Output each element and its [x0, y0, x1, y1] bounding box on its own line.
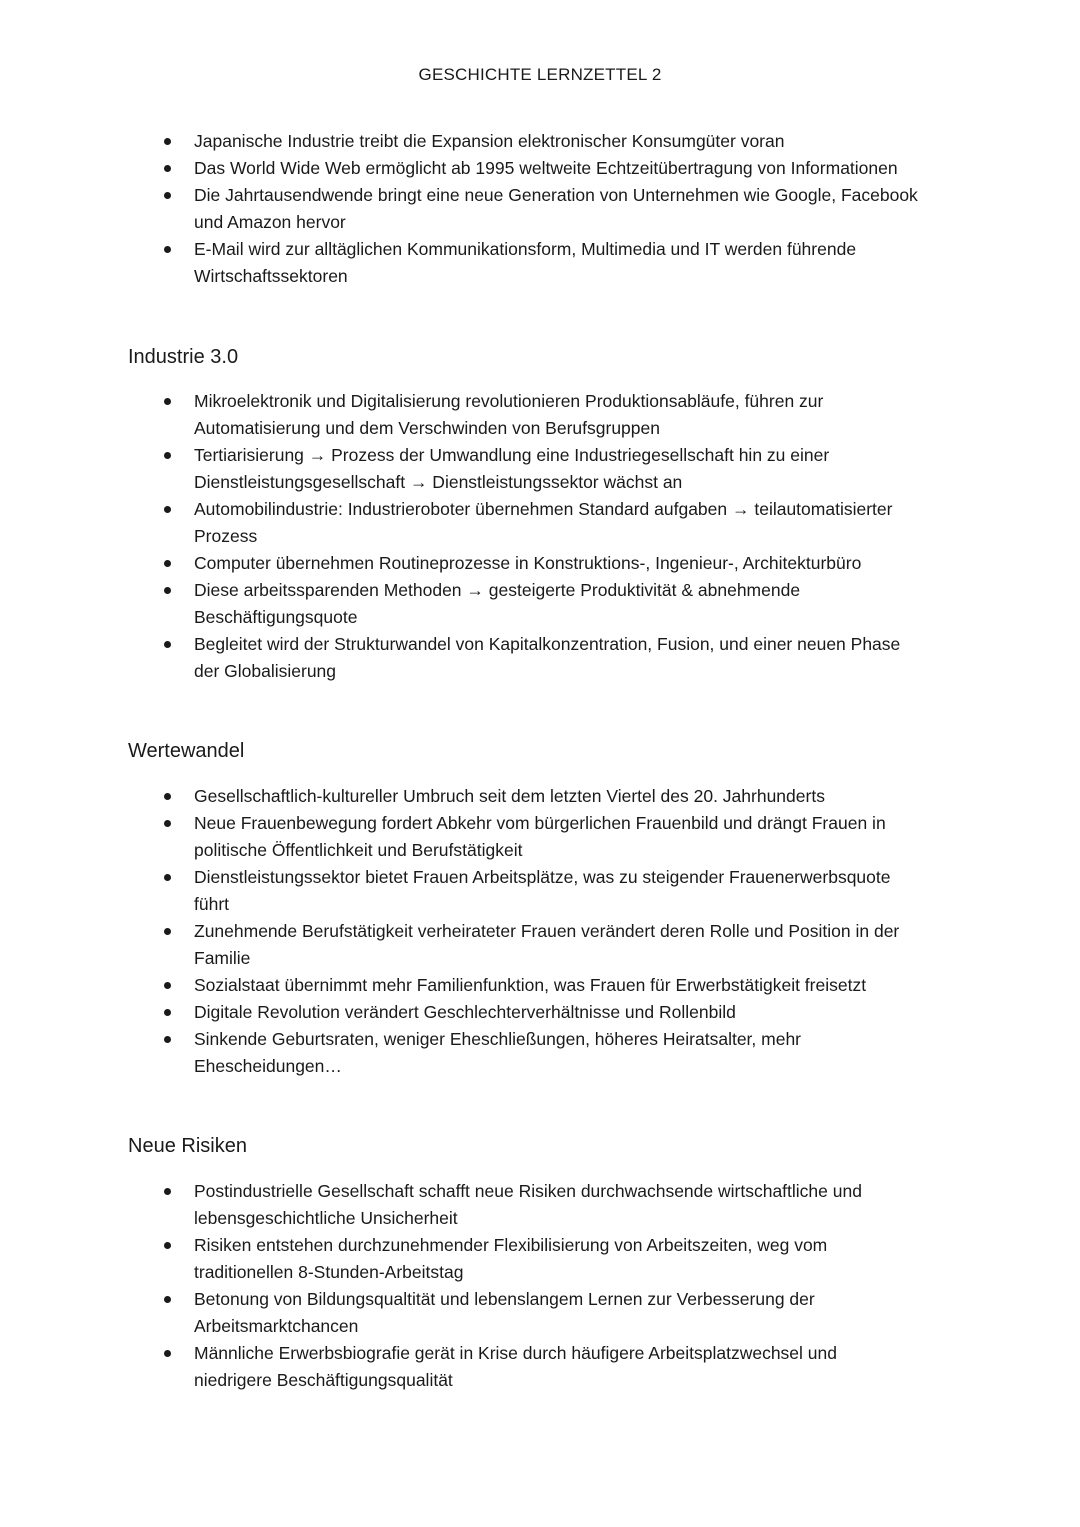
bullet-icon [164, 246, 171, 253]
list-item-text: Gesellschaftlich-kultureller Umbruch seit dem letzten Viertel des 20. Jahrhunderts [194, 786, 825, 806]
list-item-text: der Globalisierung [194, 661, 337, 681]
list-item [160, 155, 918, 182]
list-item-text: Digitale Revolution verändert Geschlechterverhältnisse und Rollenbild [194, 1002, 736, 1022]
list-item-text: Japanische Industrie treibt die Expansion elektronischer Konsumgüter voran [194, 131, 785, 151]
list-item-text: Tertiarisierung → Prozess der Umwandlung eine Industriegesellschaft hin zu einer [194, 445, 830, 465]
list-item-text: Familie [194, 948, 251, 968]
list-item [160, 972, 899, 999]
bullet-icon [164, 560, 171, 567]
list-item [160, 1340, 862, 1394]
list-item-text: Diese arbeitssparenden Methoden → gesteigerte Produktivität & abnehmende [194, 580, 801, 600]
list-item-text: Dienstleistungsgesellschaft → Dienstleistungssektor wächst an [194, 472, 683, 492]
list-item [160, 999, 899, 1026]
section-heading: Wertewandel [128, 740, 245, 762]
bullet-icon [164, 928, 171, 935]
section-heading: Neue Risiken [128, 1135, 247, 1157]
list-item-text: Die Jahrtausendwende bringt eine neue Generation von Unternehmen wie Google, Facebook [194, 185, 918, 205]
list-item [160, 783, 899, 810]
list-item [160, 550, 900, 577]
list-item [160, 1178, 862, 1232]
list-item-text: Ehescheidungen… [194, 1056, 342, 1076]
list-item [160, 810, 899, 864]
bullet-list [160, 1178, 862, 1394]
list-item-text: Sozialstaat übernimmt mehr Familienfunktion, was Frauen für Erwerbstätigkeit freisetzt [194, 975, 867, 995]
bullet-list [160, 128, 918, 290]
list-item-text: Wirtschaftssektoren [194, 266, 348, 286]
list-item-text: lebensgeschichtliche Unsicherheit [194, 1208, 458, 1228]
list-item-text: Automobilindustrie: Industrieroboter übernehmen Standard aufgaben → teilautomatisierter [194, 499, 893, 519]
list-item-text: Männliche Erwerbsbiografie gerät in Krise durch häufigere Arbeitsplatzwechsel und [194, 1343, 837, 1363]
list-item [160, 496, 900, 550]
list-item [160, 182, 918, 236]
list-item [160, 128, 918, 155]
list-item-text: Beschäftigungsquote [194, 607, 358, 627]
list-item-text: und Amazon hervor [194, 212, 346, 232]
bullet-icon [164, 398, 171, 405]
list-item [160, 442, 900, 496]
section-heading: Industrie 3.0 [128, 346, 239, 368]
bullet-icon [164, 452, 171, 459]
bullet-icon [164, 1242, 171, 1249]
list-item [160, 918, 899, 972]
list-item [160, 1286, 862, 1340]
list-item-text: Postindustrielle Gesellschaft schafft neue Risiken durchwachsende wirtschaftliche und [194, 1181, 862, 1201]
list-item [160, 631, 900, 685]
document-title: GESCHICHTE LERNZETTEL 2 [418, 65, 662, 84]
list-item-text: führt [194, 894, 230, 914]
bullet-icon [164, 138, 171, 145]
bullet-icon [164, 1188, 171, 1195]
bullet-icon [164, 1036, 171, 1043]
bullet-icon [164, 587, 171, 594]
list-item-text: Computer übernehmen Routineprozesse in Konstruktions-, Ingenieur-, Architekturbüro [194, 553, 862, 573]
list-item [160, 577, 900, 631]
list-item-text: Begleitet wird der Strukturwandel von Kapitalkonzentration, Fusion, und einer neuen Phase [194, 634, 901, 654]
list-item [160, 388, 900, 442]
bullet-icon [164, 641, 171, 648]
bullet-icon [164, 165, 171, 172]
bullet-icon [164, 506, 171, 513]
bullet-list [160, 388, 900, 685]
list-item-text: Das World Wide Web ermöglicht ab 1995 weltweite Echtzeitübertragung von Informationen [194, 158, 898, 178]
list-item-text: Automatisierung und dem Verschwinden von Berufsgruppen [194, 418, 660, 438]
bullet-icon [164, 1350, 171, 1357]
list-item-text: Sinkende Geburtsraten, weniger Eheschließungen, höheres Heiratsalter, mehr [194, 1029, 802, 1049]
list-item-text: Risiken entstehen durchzunehmender Flexibilisierung von Arbeitszeiten, weg vom [194, 1235, 828, 1255]
list-item [160, 236, 918, 290]
list-item-text: Zunehmende Berufstätigkeit verheirateter Frauen verändert deren Rolle und Position in der [194, 921, 900, 941]
list-item-text: politische Öffentlichkeit und Berufstätigkeit [194, 840, 523, 860]
list-item-text: Mikroelektronik und Digitalisierung revolutionieren Produktionsabläufe, führen zur [194, 391, 824, 411]
list-item-text: traditionellen 8-Stunden-Arbeitstag [194, 1262, 464, 1282]
bullet-icon [164, 793, 171, 800]
list-item-text: E-Mail wird zur alltäglichen Kommunikationsform, Multimedia und IT werden führende [194, 239, 857, 259]
bullet-icon [164, 820, 171, 827]
bullet-list [160, 783, 899, 1080]
bullet-icon [164, 192, 171, 199]
list-item-text: Prozess [194, 526, 258, 546]
list-item [160, 864, 899, 918]
list-item-text: Neue Frauenbewegung fordert Abkehr vom bürgerlichen Frauenbild und drängt Frauen in [194, 813, 886, 833]
list-item-text: Arbeitsmarktchancen [194, 1316, 359, 1336]
bullet-icon [164, 1009, 171, 1016]
bullet-icon [164, 1296, 171, 1303]
list-item [160, 1026, 899, 1080]
list-item [160, 1232, 862, 1286]
list-item-text: niedrigere Beschäftigungsqualität [194, 1370, 453, 1390]
bullet-icon [164, 982, 171, 989]
list-item-text: Betonung von Bildungsqualtität und lebenslangem Lernen zur Verbesserung der [194, 1289, 815, 1309]
list-item-text: Dienstleistungssektor bietet Frauen Arbeitsplätze, was zu steigender Frauenerwerbsquote [194, 867, 891, 887]
bullet-icon [164, 874, 171, 881]
